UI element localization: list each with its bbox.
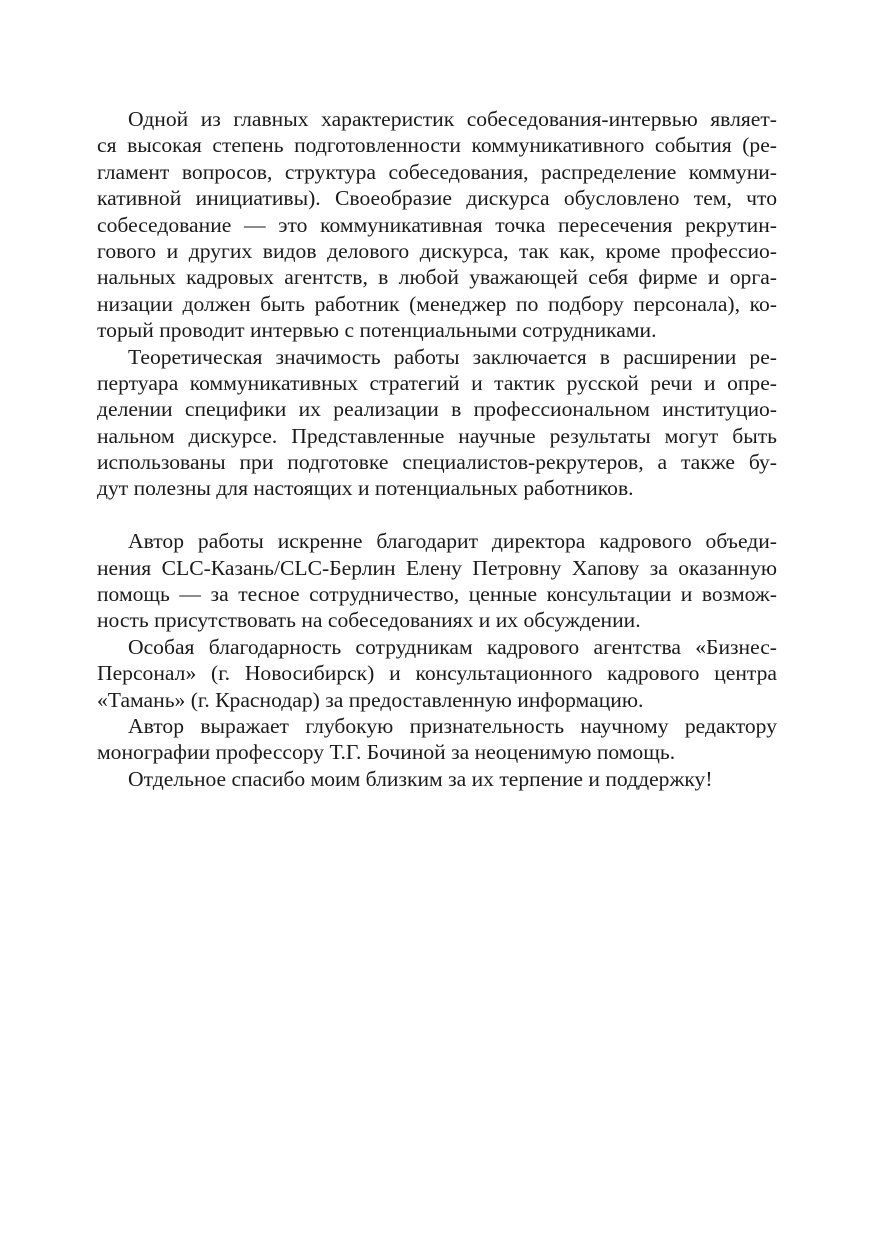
text-line: пертуара коммуникативных стратегий и тактик русской речи и опре- (97, 370, 777, 395)
text-line: нальном дискурсе. Представленные научные результаты могут быть (97, 423, 777, 448)
text-line: «Тамань» (г. Краснодар) за предоставленную информацию. (97, 687, 644, 712)
text-line: низации должен быть работник (менеджер по подбору персонала), ко- (97, 291, 777, 316)
paragraph-acknowledgement-director (97, 528, 777, 634)
paragraph-acknowledgement-editor (97, 713, 777, 766)
text-line: торый проводит интервью с потенциальными сотрудниками. (97, 318, 657, 343)
text-line: Автор работы искренне благодарит директора кадрового объеди- (128, 529, 777, 554)
text-line: делении специфики их реализации в профессиональном институцио- (97, 397, 777, 422)
page-body (97, 106, 777, 792)
text-line: ся высокая степень подготовленности коммуникативного события (ре- (97, 133, 777, 158)
text-line: Особая благодарность сотрудникам кадрового агентства «Бизнес- (128, 634, 777, 659)
text-line: ность присутствовать на собеседованиях и их обсуждении. (97, 608, 641, 633)
paragraph-characteristics (97, 106, 777, 344)
text-line: дут полезны для настоящих и потенциальных работников. (97, 476, 634, 501)
text-line: Автор выражает глубокую признательность научному редактору (128, 713, 777, 738)
text-line: нальных кадровых агентств, в любой уважающей себя фирме и орга- (97, 265, 777, 290)
text-line: собеседование — это коммуникативная точка пересечения рекрутин- (97, 212, 777, 237)
text-line: использованы при подготовке специалистов-рекрутеров, а также бу- (97, 450, 777, 475)
text-line: кативной инициативы). Своеобразие дискурса обусловлено тем, что (97, 186, 777, 211)
paragraph-significance (97, 344, 777, 502)
section-gap (97, 502, 777, 528)
text-line: Теоретическая значимость работы заключается в расширении ре- (128, 344, 777, 369)
text-line: Персонал» (г. Новосибирск) и консультационного кадрового центра (97, 661, 777, 686)
text-line: монографии профессору Т.Г. Бочиной за неоценимую помощь. (97, 740, 676, 765)
text-line: помощь — за тесное сотрудничество, ценные консультации и возмож- (97, 582, 777, 607)
text-line: Одной из главных характеристик собеседования-интервью являет- (128, 107, 777, 131)
text-line: гламент вопросов, структура собеседования, распределение коммуни- (97, 159, 777, 184)
paragraph-acknowledgement-family (97, 766, 777, 792)
text-line: гового и других видов делового дискурса, так как, кроме профессио- (97, 238, 777, 263)
text-line: Отдельное спасибо моим близким за их терпение и поддержку! (128, 766, 713, 791)
paragraph-acknowledgement-agencies (97, 634, 777, 713)
text-line: нения CLC-Казань/CLC-Берлин Елену Петровну Хапову за оказанную (97, 555, 777, 580)
